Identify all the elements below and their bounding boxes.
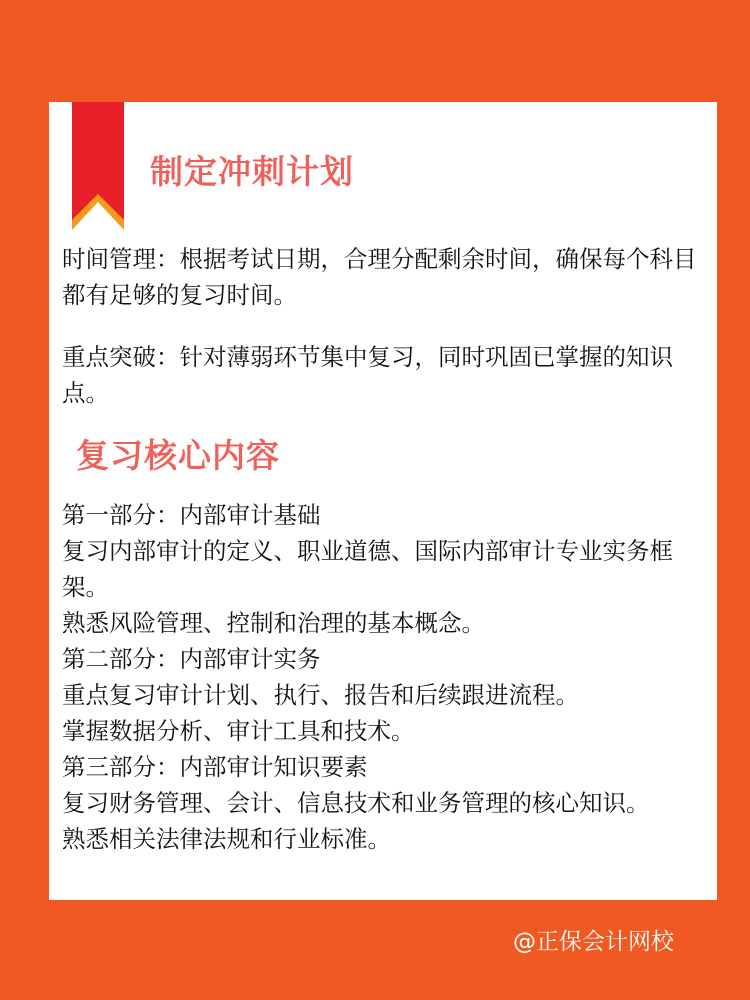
section-title-sprint-plan: 制定冲刺计划 bbox=[150, 152, 354, 191]
paragraph-key-breakthrough: 重点突破：针对薄弱环节集中复习，同时巩固已掌握的知识点。 bbox=[62, 343, 673, 407]
part-two-heading: 第二部分：内部审计实务 bbox=[62, 645, 321, 673]
part-three-heading: 第三部分：内部审计知识要素 bbox=[62, 753, 368, 781]
section-title-core-content: 复习核心内容 bbox=[76, 436, 280, 475]
core-content-list bbox=[62, 497, 710, 857]
list-item: 掌握数据分析、审计工具和技术。 bbox=[62, 717, 415, 745]
watermark-text: @正保会计网校 bbox=[513, 929, 674, 955]
list-item: 熟悉风险管理、控制和治理的基本概念。 bbox=[62, 609, 485, 637]
part-one-heading: 第一部分：内部审计基础 bbox=[62, 501, 321, 529]
list-item: 复习财务管理、会计、信息技术和业务管理的核心知识。 bbox=[62, 789, 650, 817]
bookmark-ribbon-icon bbox=[72, 102, 124, 236]
list-item: 复习内部审计的定义、职业道德、国际内部审计专业实务框架。 bbox=[62, 537, 673, 601]
list-item: 重点复习审计计划、执行、报告和后续跟进流程。 bbox=[62, 681, 579, 709]
paragraph-time-management: 时间管理：根据考试日期，合理分配剩余时间，确保每个科目都有足够的复习时间。 bbox=[62, 245, 697, 309]
list-item: 熟悉相关法律法规和行业标准。 bbox=[62, 825, 391, 853]
